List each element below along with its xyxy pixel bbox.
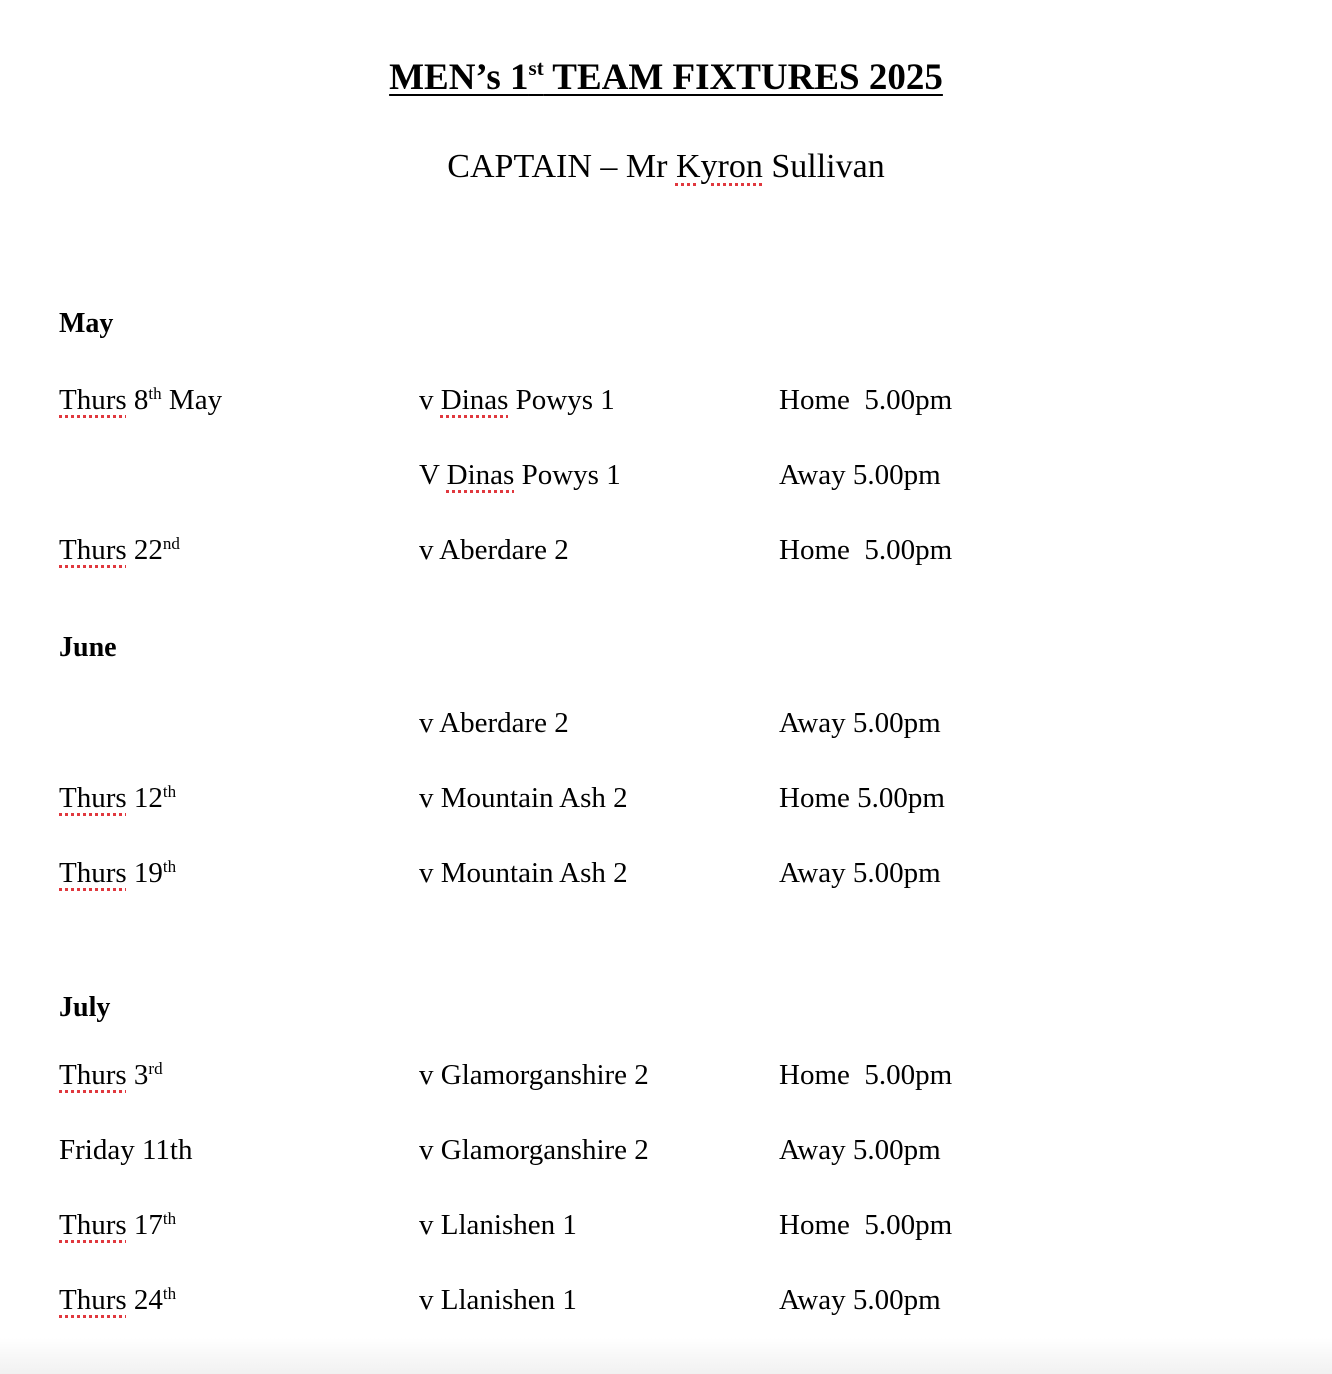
fixture-ordinal: th — [162, 1209, 177, 1228]
title-suffix: TEAM FIXTURES 2025 — [543, 57, 943, 98]
fixture-venue-time: Away 5.00pm — [779, 857, 941, 889]
fixture-date-tail: May — [161, 384, 223, 416]
fixture-row — [0, 1280, 1332, 1320]
opponent-prefix: V — [419, 459, 447, 491]
fixture-date — [59, 1280, 176, 1320]
month-heading-june: June — [59, 632, 117, 663]
month-heading-july: July — [59, 992, 111, 1023]
fixture-row — [0, 530, 1332, 570]
fixture-opponent: v Mountain Ash 2 — [419, 857, 628, 889]
opponent-prefix: v — [419, 384, 441, 416]
fixture-opponent: v Glamorganshire 2 — [419, 1059, 649, 1091]
fixture-venue-time: Home 5.00pm — [779, 1209, 953, 1241]
page-bottom-edge — [0, 1338, 1332, 1374]
fixture-day: Thurs — [59, 857, 127, 889]
fixture-row — [0, 455, 1332, 495]
fixture-opponent: v Aberdare 2 — [419, 707, 569, 739]
fixture-day-number: 19 — [133, 857, 163, 889]
fixture-ordinal: rd — [148, 1059, 163, 1078]
fixture-venue-time: Away 5.00pm — [779, 1284, 941, 1316]
fixture-venue-time: Away 5.00pm — [779, 707, 941, 739]
fixture-date — [59, 530, 180, 570]
fixture-ordinal: th — [162, 1284, 177, 1303]
fixture-row — [0, 380, 1332, 420]
fixture-date — [59, 1205, 176, 1245]
fixture-day-number: 12 — [133, 782, 163, 814]
fixture-venue-time: Home 5.00pm — [779, 384, 953, 416]
fixture-venue-time: Home 5.00pm — [779, 534, 953, 566]
captain-firstname: Kyron — [675, 148, 763, 185]
captain-before: CAPTAIN – Mr — [447, 148, 676, 185]
fixture-opponent — [419, 455, 621, 495]
fixture-ordinal: th — [162, 782, 177, 801]
fixture-row — [0, 1130, 1332, 1170]
fixture-ordinal: th — [162, 857, 177, 876]
opponent-rest: Powys 1 — [514, 459, 621, 491]
fixture-day: Thurs — [59, 782, 127, 814]
captain-line — [0, 145, 1332, 189]
fixture-opponent: v Glamorganshire 2 — [419, 1134, 649, 1166]
fixture-opponent: v Aberdare 2 — [419, 534, 569, 566]
fixture-day: Thurs — [59, 1284, 127, 1316]
opponent-rest: Powys 1 — [508, 384, 615, 416]
fixture-row — [0, 778, 1332, 818]
fixture-venue-time: Home 5.00pm — [779, 1059, 953, 1091]
fixture-ordinal: th — [148, 384, 162, 403]
fixture-row — [0, 853, 1332, 893]
fixture-date: Friday 11th — [59, 1134, 193, 1166]
opponent-flagged-word: Dinas — [440, 384, 509, 416]
fixture-date — [59, 778, 176, 818]
fixture-day: Thurs — [59, 384, 127, 416]
title-prefix: MEN’s 1 — [389, 57, 529, 98]
fixture-day-number: 8 — [133, 384, 149, 416]
fixture-opponent: v Llanishen 1 — [419, 1209, 577, 1241]
fixture-day: Thurs — [59, 1209, 127, 1241]
fixture-day-number: 24 — [133, 1284, 163, 1316]
fixture-venue-time: Away 5.00pm — [779, 459, 941, 491]
fixture-venue-time: Home 5.00pm — [779, 782, 945, 814]
fixture-row — [0, 703, 1332, 743]
page-title — [0, 54, 1332, 102]
fixture-row — [0, 1205, 1332, 1245]
captain-after: Sullivan — [762, 148, 885, 185]
fixture-venue-time: Away 5.00pm — [779, 1134, 941, 1166]
month-heading-may: May — [59, 308, 114, 339]
fixture-date — [59, 380, 222, 420]
fixture-opponent: v Llanishen 1 — [419, 1284, 577, 1316]
fixture-day: Thurs — [59, 1059, 127, 1091]
title-ordinal: st — [528, 56, 544, 80]
fixture-day-number: 3 — [133, 1059, 149, 1091]
fixture-opponent — [419, 380, 615, 420]
fixture-date — [59, 1055, 163, 1095]
fixture-row — [0, 1055, 1332, 1095]
fixture-opponent: v Mountain Ash 2 — [419, 782, 628, 814]
fixture-ordinal: nd — [162, 534, 180, 553]
fixture-day: Thurs — [59, 534, 127, 566]
fixture-date — [59, 853, 176, 893]
fixture-day-number: 22 — [133, 534, 163, 566]
opponent-flagged-word: Dinas — [446, 459, 515, 491]
fixture-day-number: 17 — [133, 1209, 163, 1241]
